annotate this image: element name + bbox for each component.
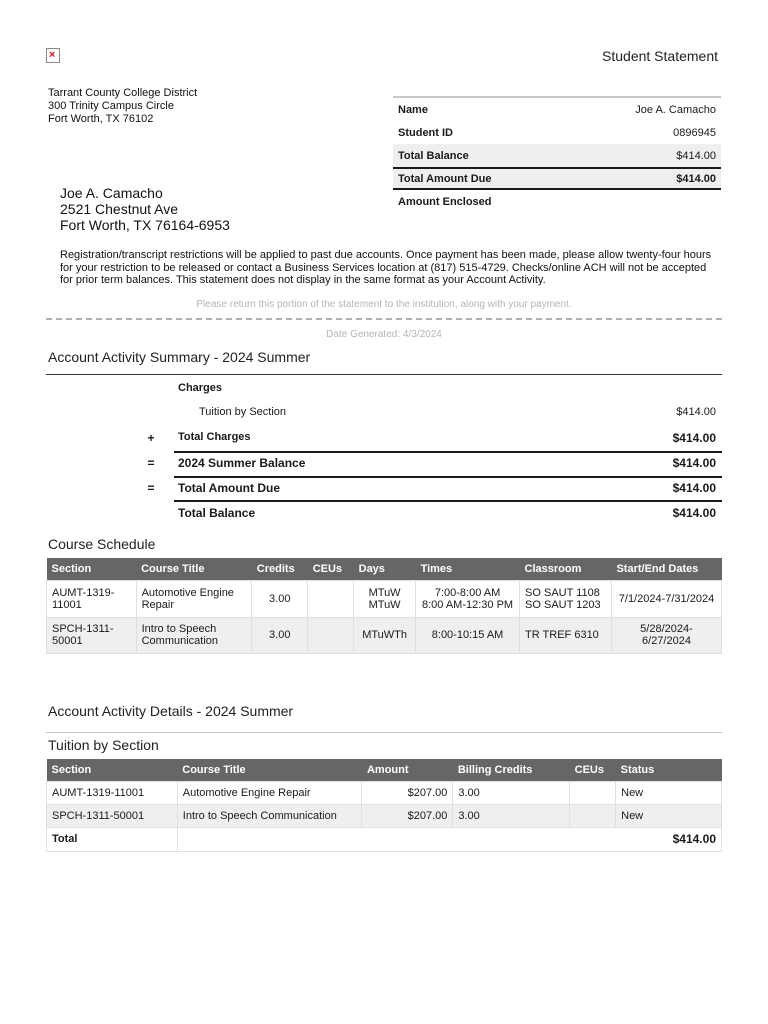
table-row — [47, 617, 722, 653]
classroom-line: SO SAUT 1203 — [525, 598, 601, 611]
institution-address — [48, 87, 197, 126]
tuition-amount: $414.00 — [676, 406, 716, 418]
activity-summary-title: Account Activity Summary - 2024 Summer — [48, 349, 311, 365]
total-row — [47, 827, 722, 851]
section-cell: AUMT-1319-11001 — [47, 781, 178, 804]
equals-symbol: = — [147, 456, 155, 470]
billing-credits-cell: 3.00 — [453, 781, 570, 804]
times-cell: 8:00-10:15 AM — [416, 617, 520, 653]
dates-cell: 7/1/2024-7/31/2024 — [611, 580, 721, 617]
section-cell: SPCH-1311-50001 — [47, 617, 137, 653]
ceus-cell — [570, 804, 616, 827]
days-cell: MTuWTh — [354, 617, 416, 653]
student-mailing-address — [60, 185, 230, 233]
tear-off-divider — [46, 318, 722, 320]
table-row — [47, 580, 722, 617]
statement-title: Student Statement — [602, 48, 718, 64]
total-balance-label: Total Balance — [178, 506, 256, 520]
total-label: Total — [47, 827, 178, 851]
total-amount: $414.00 — [177, 827, 721, 851]
summary-row-total-balance — [393, 144, 721, 167]
classroom-cell: TR TREF 6310 — [520, 617, 612, 653]
course-title-cell: Intro to Speech Communication — [177, 804, 362, 827]
ceus-cell — [308, 580, 354, 617]
course-schedule-table — [46, 558, 722, 654]
student-street: 2521 Chestnut Ave — [60, 201, 179, 217]
section-divider — [46, 732, 722, 733]
column-header: Billing Credits — [453, 759, 570, 781]
rule — [174, 451, 722, 453]
summary-row-total-amount-due — [393, 167, 721, 190]
summary-value: $414.00 — [676, 149, 716, 162]
summary-row-amount-enclosed — [393, 190, 721, 213]
amount-cell: $207.00 — [362, 804, 453, 827]
total-charges-label: Total Charges — [178, 431, 251, 443]
ceus-cell — [308, 617, 354, 653]
times-line: 8:00 AM-12:30 PM — [421, 598, 514, 611]
status-cell: New — [616, 804, 722, 827]
classroom-cell — [520, 580, 612, 617]
rule — [174, 500, 722, 502]
restriction-notice: Registration/transcript restrictions will be applied to past due accounts. Once payment has been made, please allow twenty-four hours for your restriction to be released or contact a Business Services location at (817) 515-4729. Checks/online ACH will not be accepted for prior term balances. This statement does not display in the same format as your Account Activity. — [60, 249, 712, 286]
summary-label: Student ID — [398, 126, 453, 139]
total-balance-amount: $414.00 — [672, 506, 716, 520]
rule — [174, 476, 722, 478]
course-title-cell: Intro to Speech Communication — [136, 617, 252, 653]
column-header: Section — [47, 558, 137, 580]
summary-value: Joe A. Camacho — [635, 103, 716, 116]
summary-label: Total Balance — [398, 149, 469, 162]
summary-value: $414.00 — [676, 172, 716, 185]
summary-label: Name — [398, 103, 428, 116]
credits-cell: 3.00 — [252, 617, 308, 653]
column-header: Course Title — [177, 759, 362, 781]
summary-label: Total Amount Due — [398, 172, 492, 185]
ceus-cell — [570, 781, 616, 804]
table-header-row — [47, 759, 722, 781]
column-header: CEUs — [570, 759, 616, 781]
column-header: Classroom — [520, 558, 612, 580]
equals-symbol: = — [147, 481, 155, 495]
broken-logo-image — [46, 48, 60, 63]
summary-row-student-id — [393, 121, 721, 144]
summary-value: 0896945 — [673, 126, 716, 139]
column-header: Start/End Dates — [611, 558, 721, 580]
section-cell: AUMT-1319-11001 — [47, 580, 137, 617]
times-line: 7:00-8:00 AM — [434, 586, 501, 599]
column-header: Amount — [362, 759, 453, 781]
course-title-cell: Automotive Engine Repair — [177, 781, 362, 804]
column-header: Course Title — [136, 558, 252, 580]
broken-image-icon: × — [49, 49, 56, 61]
times-cell — [416, 580, 520, 617]
total-charges-amount: $414.00 — [672, 431, 716, 445]
summary-row-name — [393, 98, 721, 121]
days-line: MTuW — [368, 586, 401, 599]
column-header: Section — [47, 759, 178, 781]
term-balance-label: 2024 Summer Balance — [178, 456, 306, 470]
section-cell: SPCH-1311-50001 — [47, 804, 178, 827]
plus-symbol: + — [147, 431, 155, 445]
course-schedule-title: Course Schedule — [48, 536, 156, 552]
term-balance-amount: $414.00 — [672, 456, 716, 470]
date-generated: Date Generated: 4/3/2024 — [326, 329, 442, 340]
column-header: Status — [616, 759, 722, 781]
column-header: Times — [416, 558, 520, 580]
amount-due-label: Total Amount Due — [178, 481, 280, 495]
dates-cell: 5/28/2024-6/27/2024 — [611, 617, 721, 653]
days-cell — [354, 580, 416, 617]
tuition-details-table — [46, 759, 722, 852]
institution-name: Tarrant County College District — [48, 87, 198, 99]
column-header: Days — [354, 558, 416, 580]
table-row — [47, 804, 722, 827]
table-header-row — [47, 558, 722, 580]
student-city: Fort Worth, TX 76164-6953 — [60, 217, 230, 233]
column-header: Credits — [252, 558, 308, 580]
institution-address-line1: 300 Trinity Campus Circle — [48, 100, 174, 112]
course-title-cell: Automotive Engine Repair — [136, 580, 252, 617]
credits-cell: 3.00 — [252, 580, 308, 617]
amount-due-amount: $414.00 — [672, 481, 716, 495]
days-line: MTuW — [368, 598, 401, 611]
tuition-by-section-title: Tuition by Section — [48, 737, 159, 753]
status-cell: New — [616, 781, 722, 804]
student-name: Joe A. Camacho — [60, 185, 163, 201]
statement-summary-box — [393, 96, 721, 213]
classroom-line: SO SAUT 1108 — [525, 586, 600, 599]
return-instruction: Please return this portion of the statement to the institution, along with your payment. — [196, 299, 572, 310]
table-row — [47, 781, 722, 804]
billing-credits-cell: 3.00 — [453, 804, 570, 827]
column-header: CEUs — [308, 558, 354, 580]
activity-details-title: Account Activity Details - 2024 Summer — [48, 703, 294, 719]
section-divider — [46, 374, 722, 375]
amount-cell: $207.00 — [362, 781, 453, 804]
tuition-label: Tuition by Section — [199, 406, 287, 418]
summary-label: Amount Enclosed — [398, 195, 492, 208]
institution-address-line2: Fort Worth, TX 76102 — [48, 113, 154, 125]
charges-heading: Charges — [178, 382, 223, 394]
